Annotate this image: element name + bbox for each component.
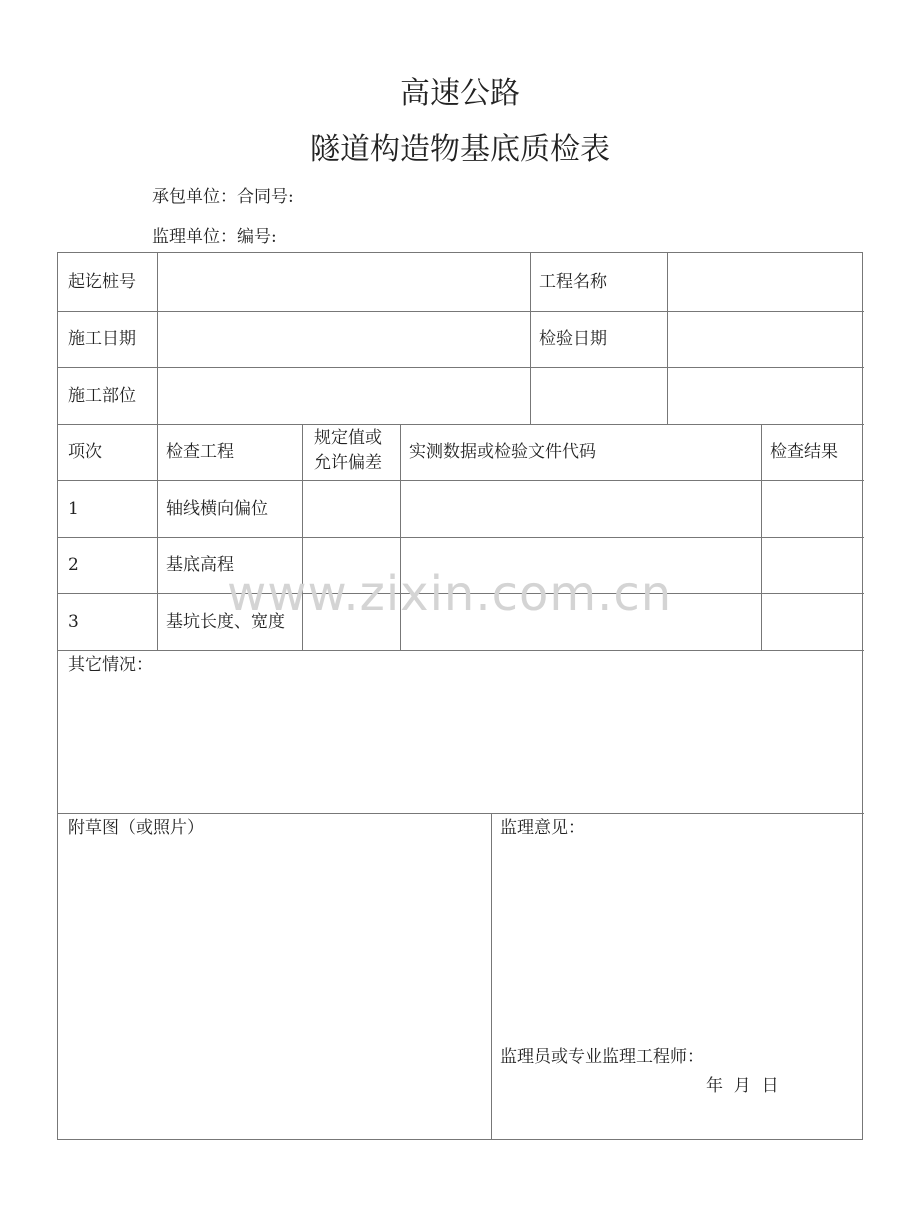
form-table [57,252,863,1140]
row-divider [58,813,864,814]
label-start-end-station: 起讫桩号 [68,272,136,292]
title-line-2: 隧道构造物基底质检表 [310,132,610,167]
col-divider [667,253,668,424]
col-divider [157,424,158,650]
header-result: 检查结果 [770,442,838,462]
row-divider [58,537,864,538]
row-no: 2 [68,555,79,575]
row-divider [58,480,864,481]
label-date: 年 月 日 [706,1076,779,1096]
header-item: 检查工程 [166,442,234,462]
header-item-no: 项次 [68,442,102,462]
row-divider [58,424,864,425]
header-spec-line2: 允许偏差 [314,453,382,473]
label-sketch: 附草图（或照片） [68,818,204,838]
col-divider [400,424,401,650]
label-other: 其它情况： [68,655,153,675]
row-divider [58,650,864,651]
label-inspection-date: 检验日期 [539,329,607,349]
label-construction-date: 施工日期 [68,329,136,349]
row-item: 基坑长度、宽度 [166,612,285,632]
label-construction-part: 施工部位 [68,386,136,406]
row-divider [58,593,864,594]
col-divider [530,253,531,424]
row-item: 基底高程 [166,555,234,575]
header-spec-line1: 规定值或 [314,428,382,448]
label-project-name: 工程名称 [539,272,607,292]
row-item: 轴线横向偏位 [166,499,268,519]
row-divider [58,311,864,312]
col-divider [491,813,492,1139]
col-divider [157,253,158,424]
row-no: 1 [68,499,79,519]
label-supervision-opinion: 监理意见： [500,818,585,838]
contractor-line: 承包单位：合同号: [152,187,294,207]
watermark: www.zixin.com.cn [227,566,673,622]
supervisor-line: 监理单位：编号: [152,227,277,247]
row-no: 3 [68,612,79,632]
header-measured: 实测数据或检验文件代码 [409,442,596,462]
row-divider [58,367,864,368]
col-divider [302,424,303,650]
title-line-1: 高速公路 [400,76,520,111]
col-divider [761,424,762,650]
label-signer: 监理员或专业监理工程师： [500,1047,704,1067]
